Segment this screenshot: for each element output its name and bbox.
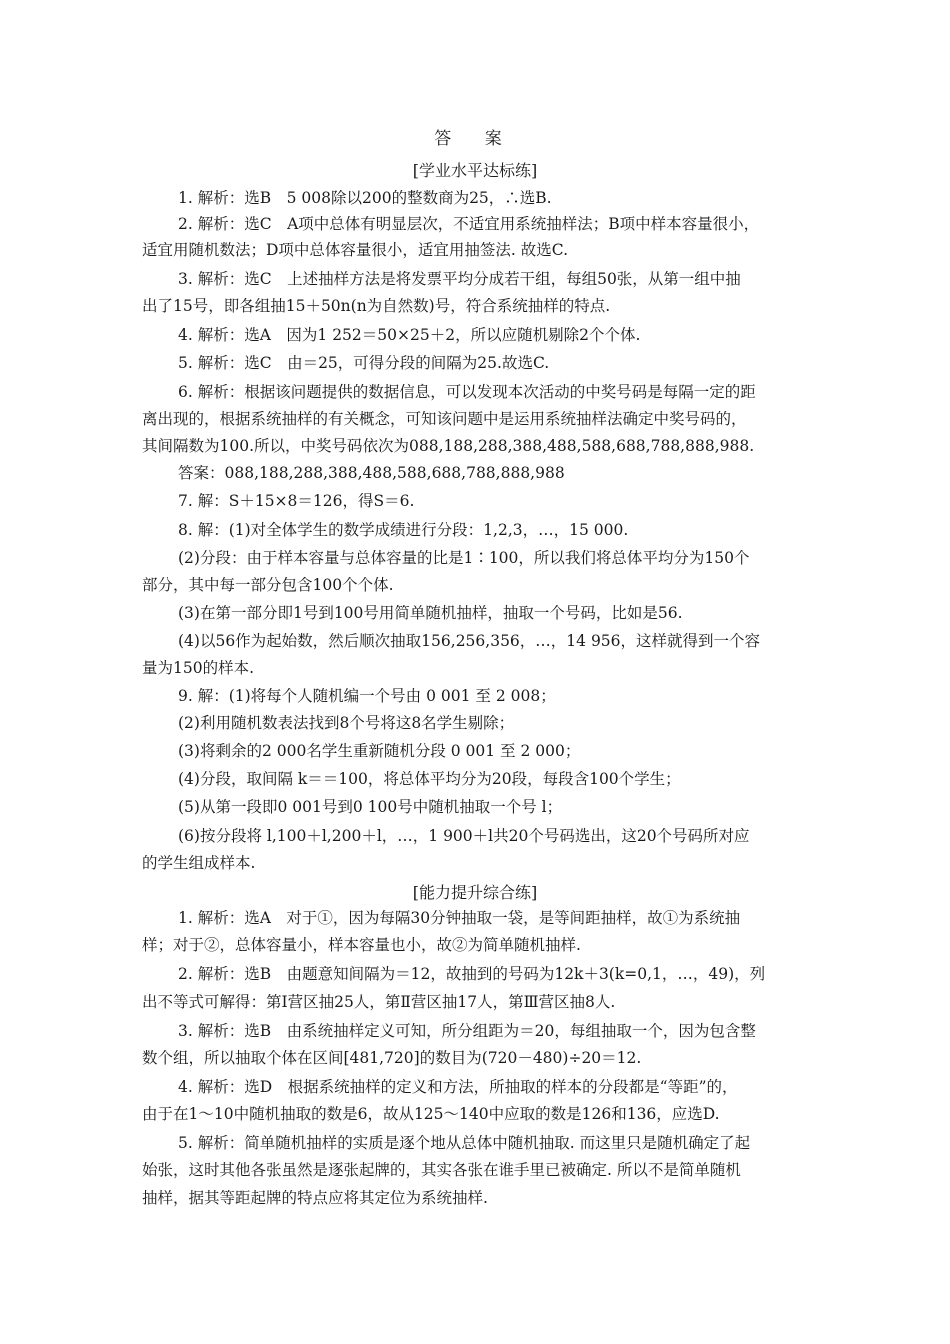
answer-line: (3)在第一部分即1号到100号用简单随机抽样，抽取一个号码，比如是56.: [178, 604, 683, 622]
answer-line: (6)按分段将 l,100＋l,200＋l，…，1 900＋l共20个号码选出，这20个号码所对应: [178, 827, 750, 845]
answer-line: 5. 解析：简单随机抽样的实质是逐个地从总体中随机抽取. 而这里只是随机确定了起: [178, 1134, 751, 1152]
answer-line: 2. 解析：选B 由题意知间隔为＝12，故抽到的号码为12k＋3(k=0,1，…，49)，列: [178, 965, 766, 983]
answer-line: 离出现的，根据系统抽样的有关概念，可知该问题中是运用系统抽样法确定中奖号码的，: [142, 410, 747, 428]
answer-line: 答案：088,188,288,388,488,588,688,788,888,988: [178, 464, 565, 482]
answer-line: (2)分段：由于样本容量与总体容量的比是1∶100，所以我们将总体平均分为150个: [178, 549, 750, 567]
answer-line: 量为150的样本.: [142, 659, 255, 677]
answer-line: 3. 解析：选B 由系统抽样定义可知，所分组距为＝20，每组抽取一个，因为包含整: [178, 1022, 756, 1040]
answer-line: 4. 解析：选D 根据系统抽样的定义和方法，所抽取的样本的分段都是“等距”的，: [178, 1078, 738, 1096]
answer-line: 适宜用随机数法；D项中总体容量很小，适宜用抽签法. 故选C.: [142, 241, 569, 259]
answer-line: 4. 解析：选A 因为1 252＝50×25＋2，所以应随机剔除2个个体.: [178, 326, 641, 344]
answer-line: 出了15号，即各组抽15＋50n(n为自然数)号，符合系统抽样的特点.: [142, 297, 611, 315]
answer-line: 1. 解析：选A 对于①，因为每隔30分钟抽取一袋，是等间距抽样，故①为系统抽: [178, 909, 741, 927]
answer-line: 1. 解析：选B 5 008除以200的整数商为25，∴选B.: [178, 189, 552, 207]
answer-line: 5. 解析：选C 由＝25，可得分段的间隔为25.故选C.: [178, 354, 550, 372]
answer-line: (5)从第一段即0 001号到0 100号中随机抽取一个号 l；: [178, 798, 563, 816]
answer-line: 样；对于②，总体容量小，样本容量也小，故②为简单随机抽样.: [142, 936, 581, 954]
answer-line: 抽样，据其等距起牌的特点应将其定位为系统抽样.: [142, 1189, 488, 1207]
answer-line: 数个组，所以抽取个体在区间[481,720]的数目为(720－480)÷20＝12.: [142, 1049, 642, 1067]
answer-line: (2)利用随机数表法找到8个号将这8名学生剔除；: [178, 714, 515, 732]
answer-line: 6. 解析：根据该问题提供的数据信息，可以发现本次活动的中奖号码是每隔一定的距: [178, 383, 756, 401]
answer-line: (4)分段，取间隔 k＝＝100，将总体平均分为20段，每段含100个学生；: [178, 770, 681, 788]
answer-line: (4)以56作为起始数，然后顺次抽取156,256,356，…，14 956，这样就得到一个容: [178, 632, 761, 650]
answer-line: 2. 解析：选C A项中总体有明显层次，不适宜用系统抽样法；B项中样本容量很小，: [178, 215, 760, 233]
page-title: 答 案: [434, 129, 516, 149]
section-heading-advanced: [能力提升综合练]: [412, 883, 538, 902]
answer-line: 7. 解：S＋15×8＝126，得S＝6.: [178, 492, 415, 510]
answer-line: 始张，这时其他各张虽然是逐张起牌的，其实各张在谁手里已被确定. 所以不是简单随机: [142, 1161, 741, 1179]
answer-line: 其间隔数为100.所以，中奖号码依次为088,188,288,388,488,588,688,788,888,988.: [142, 437, 755, 455]
answer-line: 8. 解：(1)对全体学生的数学成绩进行分段：1,2,3，…，15 000.: [178, 521, 629, 539]
answer-line: 的学生组成样本.: [142, 854, 256, 872]
answer-line: 由于在1～10中随机抽取的数是6，故从125～140中应取的数是126和136，应选D.: [142, 1105, 720, 1123]
section-heading-basic: [学业水平达标练]: [412, 161, 538, 180]
answer-line: 出不等式可解得：第Ⅰ营区抽25人，第Ⅱ营区抽17人，第Ⅲ营区抽8人.: [142, 993, 616, 1011]
answer-line: 部分，其中每一部分包含100个个体.: [142, 576, 394, 594]
answer-line: 3. 解析：选C 上述抽样方法是将发票平均分成若干组，每组50张，从第一组中抽: [178, 270, 741, 288]
answer-line: (3)将剩余的2 000名学生重新随机分段 0 001 至 2 000；: [178, 742, 581, 760]
answer-line: 9. 解：(1)将每个人随机编一个号由 0 001 至 2 008；: [178, 687, 556, 705]
